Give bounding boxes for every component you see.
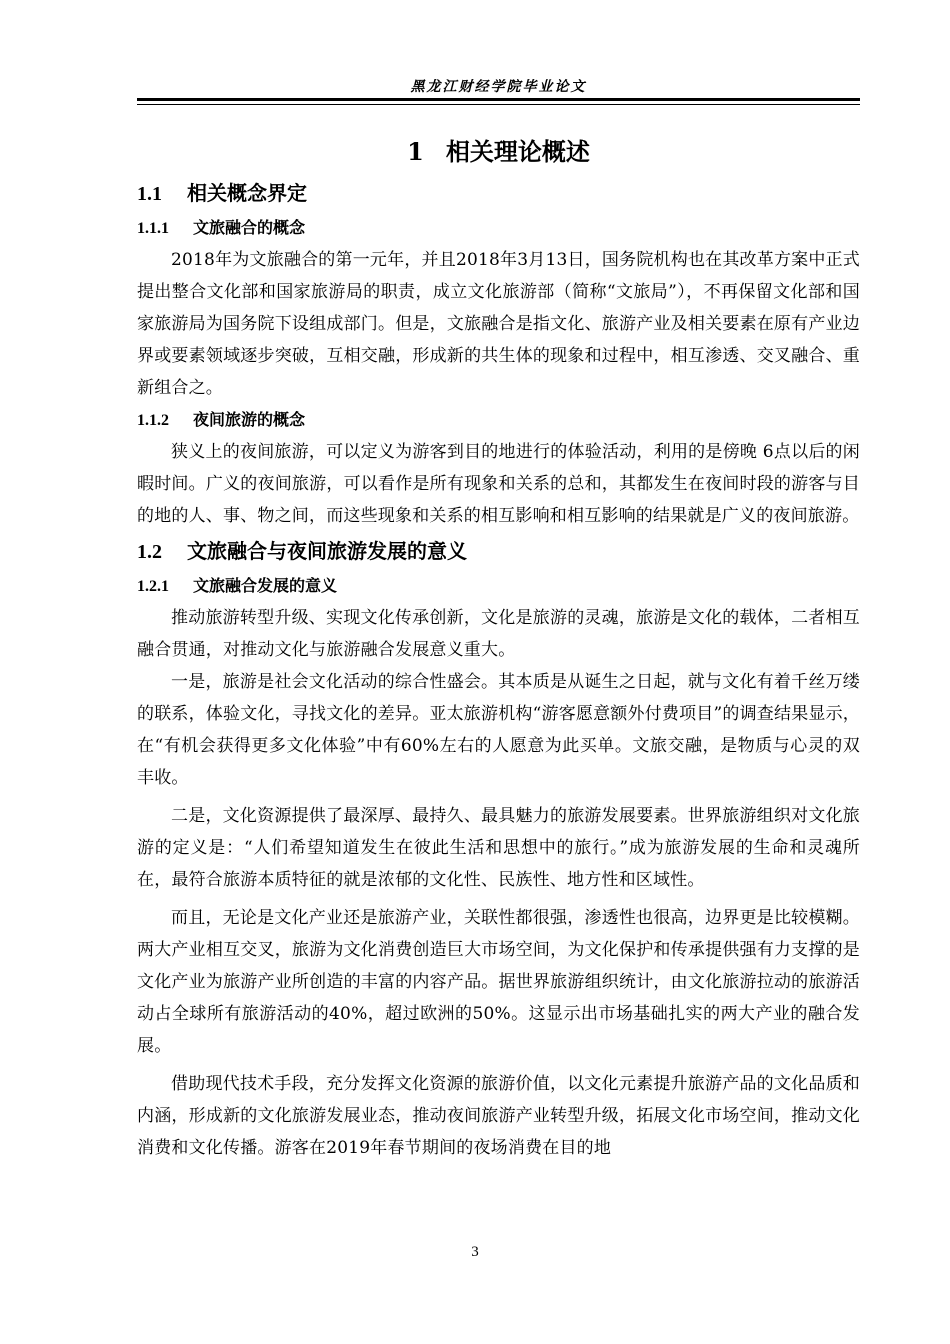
section-heading bbox=[137, 532, 860, 570]
paragraph: 一是，旅游是社会文化活动的综合性盛会。其本质是从诞生之日起，就与文化有着千丝万缕的联系，体验文化，寻找文化的差异。亚太旅游机构“游客愿意额外付费项目”的调查结果显示，在“有机会获得更多文化体验”中有60%左右的人愿意为此买单。文旅交融，是物质与心灵的双丰收。 bbox=[137, 672, 860, 788]
paragraph: 狭义上的夜间旅游，可以定义为游客到目的地进行的体验活动，利用的是傍晚 6点以后的闲暇时间。广义的夜间旅游，可以看作是所有现象和关系的总和，其都发生在夜间时段的游客与目的地的人、事、物之间，而这些现象和关系的相互影响和相互影响的结果就是广义的夜间旅游。 bbox=[137, 442, 860, 526]
paragraph: 推动旅游转型升级、实现文化传承创新，文化是旅游的灵魂，旅游是文化的载体，二者相互融合贯通，对推动文化与旅游融合发展意义重大。 bbox=[137, 608, 860, 660]
section-title: 相关概念界定 bbox=[187, 181, 307, 205]
paragraph: 而且，无论是文化产业还是旅游产业，关联性都很强，渗透性也很高，边界更是比较模糊。两大产业相互交叉，旅游为文化消费创造巨大市场空间，为文化保护和传承提供强有力支撑的是文化产业为旅游产业所创造的丰富的内容产品。据世界旅游组织统计，由文化旅游拉动的旅游活动占全球所有旅游活动的40%，超过欧洲的50%。这显示出市场基础扎实的两大产业的融合发展。 bbox=[137, 908, 860, 1056]
section-number: 1.1 bbox=[137, 183, 162, 205]
chapter-title bbox=[137, 130, 860, 174]
subsection-heading bbox=[137, 212, 860, 244]
header-rule-thick bbox=[137, 98, 860, 101]
header-rule-thin bbox=[137, 104, 860, 105]
subsection-title: 文旅融合发展的意义 bbox=[193, 576, 338, 595]
page-number: 3 bbox=[471, 1244, 479, 1260]
running-header: 黑龙江财经学院毕业论文 bbox=[410, 79, 587, 95]
section-number: 1.2 bbox=[137, 541, 162, 563]
chapter-number: 1 bbox=[407, 137, 424, 166]
subsection-number: 1.1.2 bbox=[137, 412, 169, 429]
section-title: 文旅融合与夜间旅游发展的意义 bbox=[187, 539, 467, 563]
subsection-number: 1.1.1 bbox=[137, 220, 169, 237]
subsection-number: 1.2.1 bbox=[137, 578, 169, 595]
paragraph: 二是，文化资源提供了最深厚、最持久、最具魅力的旅游发展要素。世界旅游组织对文化旅游的定义是：“人们希望知道发生在彼此生活和思想中的旅行。”成为旅游发展的生命和灵魂所在，最符合旅游本质特征的就是浓郁的文化性、民族性、地方性和区域性。 bbox=[137, 806, 860, 890]
section-heading bbox=[137, 174, 860, 212]
subsection-title: 文旅融合的概念 bbox=[193, 218, 306, 237]
subsection-heading bbox=[137, 570, 860, 602]
subsection-title: 夜间旅游的概念 bbox=[193, 410, 306, 429]
paragraph: 2018年为文旅融合的第一元年，并且2018年3月13日，国务院机构也在其改革方案中正式提出整合文化部和国家旅游局的职责，成立文化旅游部（简称“文旅局”），不再保留文化部和国家旅游局为国务院下设组成部门。但是，文旅融合是指文化、旅游产业及相关要素在原有产业边界或要素领域逐步突破，互相交融，形成新的共生体的现象和过程中，相互渗透、交叉融合、重新组合之。 bbox=[137, 250, 860, 398]
subsection-heading bbox=[137, 404, 860, 436]
paragraph: 借助现代技术手段，充分发挥文化资源的旅游价值，以文化元素提升旅游产品的文化品质和内涵，形成新的文化旅游发展业态，推动夜间旅游产业转型升级，拓展文化市场空间，推动文化消费和文化传播。游客在2019年春节期间的夜场消费在目的地 bbox=[137, 1074, 860, 1158]
chapter-title-text: 相关理论概述 bbox=[445, 138, 590, 166]
page-body bbox=[137, 130, 860, 1164]
